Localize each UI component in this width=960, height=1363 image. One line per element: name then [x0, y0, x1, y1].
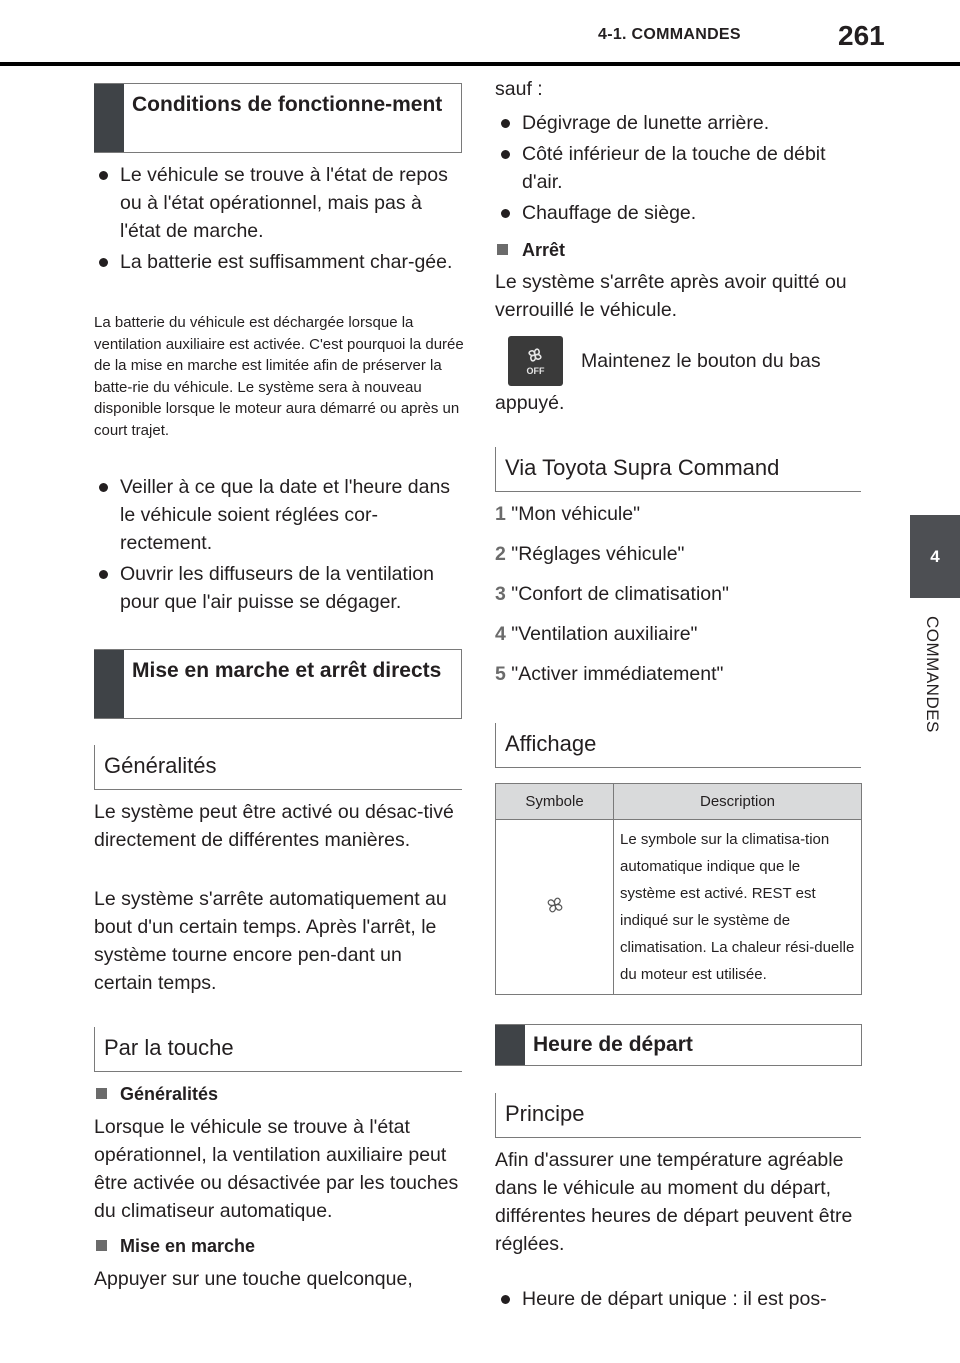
subheading-principe: [495, 1093, 861, 1138]
subheading-affichage: [495, 723, 861, 768]
paragraph: Maintenez le bouton du bas: [581, 350, 821, 372]
subheading-text: Principe: [505, 1101, 585, 1126]
step-text: "Activer immédiatement": [511, 663, 724, 685]
subheading-bar: [94, 1027, 95, 1071]
step-number: 3: [495, 583, 506, 605]
heading-box-conditions: [94, 83, 462, 153]
subheading-bar: [495, 723, 496, 767]
subheading-bar: [495, 1093, 496, 1137]
paragraph: Lorsque le véhicule se trouve à l'état opérationnel, la ventilation auxiliaire peut être activée ou désactivée par les touches du climatiseur automatique.: [94, 1116, 459, 1222]
heading-mise-en-marche: Mise en marche et arrêt directs: [132, 659, 442, 682]
step-number: 2: [495, 543, 506, 565]
square-bullet-icon: [96, 1088, 107, 1099]
paragraph: Le système peut être activé ou désac-tivé directement de différentes manières.: [94, 801, 454, 851]
step-3: [495, 580, 729, 608]
step-text: "Réglages véhicule": [511, 543, 685, 565]
subheading-generalites: [94, 745, 462, 790]
heading-heure-depart: Heure de départ: [533, 1033, 693, 1056]
subheading-bar: [94, 745, 95, 789]
step-number: 1: [495, 503, 506, 525]
fan-icon: [543, 893, 567, 917]
step-1: [495, 500, 640, 528]
heading-bar: [94, 650, 124, 718]
list-item: Veiller à ce que la date et l'heure dans le véhicule soient réglées cor-rectement.: [120, 473, 455, 557]
subheading-text: Généralités: [104, 753, 217, 778]
section-title: 4-1. COMMANDES: [598, 26, 741, 43]
heading-conditions: Conditions de fonctionne-ment: [132, 93, 443, 116]
paragraph: Le système s'arrête automatiquement au bout d'un certain temps. Après l'arrêt, le système tourne encore pen-dant un certain temps.: [94, 888, 447, 994]
symbol-table: [495, 783, 862, 995]
minor-heading: Arrêt: [522, 240, 566, 260]
subheading-text: Affichage: [505, 731, 597, 756]
paragraph: Afin d'assurer une température agréable dans le véhicule au moment du départ, différentes heures de départ peuvent être réglées.: [495, 1149, 853, 1255]
table-row: [496, 820, 862, 995]
button-off-label: OFF: [526, 366, 545, 376]
table-header-row: [496, 784, 862, 820]
heading-bar: [94, 84, 124, 152]
step-number: 5: [495, 663, 506, 685]
step-4: [495, 620, 697, 648]
chapter-tab: 4: [910, 515, 960, 598]
paragraph: sauf :: [495, 78, 543, 100]
step-2: [495, 540, 684, 568]
step-number: 4: [495, 623, 506, 645]
step-text: "Mon véhicule": [511, 503, 641, 525]
subheading-via-supra-command: [495, 447, 861, 492]
step-text: "Confort de climatisation": [511, 583, 729, 605]
chapter-label: COMMANDES: [923, 616, 942, 733]
list-item: Chauffage de siège.: [522, 199, 862, 227]
paragraph: Le système s'arrête après avoir quitté ou verrouillé le véhicule.: [495, 271, 847, 321]
minor-heading: Mise en marche: [120, 1236, 256, 1256]
subheading-text: Via Toyota Supra Command: [505, 455, 780, 480]
fan-icon: [508, 336, 563, 386]
heading-box-heure-depart: [495, 1024, 862, 1066]
subheading-text: Par la touche: [104, 1035, 234, 1060]
subheading-bar: [495, 447, 496, 491]
table-header: Description: [614, 784, 862, 820]
table-cell-description: Le symbole sur la climatisa-tion automatique indique que le système est activé. REST est indiqué sur le système de climatisation. La chaleur rési-duelle du moteur est utilisée.: [614, 820, 862, 995]
battery-note: La batterie du véhicule est déchargée lorsque la ventilation auxiliaire est activée. C'est pourquoi la durée de la mise en marche est limitée afin de préserver la batte-rie du véhicule. Le système sera à nouveau disponible lorsque le moteur aura démarré ou après un court trajet.: [94, 314, 464, 439]
list-item: Dégivrage de lunette arrière.: [522, 109, 862, 137]
paragraph: appuyé.: [495, 392, 565, 414]
heading-box-mise-en-marche: [94, 649, 462, 719]
minor-heading: Généralités: [120, 1084, 219, 1104]
list-item: Le véhicule se trouve à l'état de repos ou à l'état opérationnel, mais pas à l'état de marche.: [120, 161, 455, 245]
list-item: Côté inférieur de la touche de débit d'air.: [522, 140, 852, 196]
step-text: "Ventilation auxiliaire": [511, 623, 698, 645]
table-header: Symbole: [496, 784, 614, 820]
paragraph: Appuyer sur une touche quelconque,: [94, 1268, 413, 1290]
header-rule: [0, 62, 960, 66]
square-bullet-icon: [497, 244, 508, 255]
heading-bar: [495, 1025, 525, 1065]
list-item: La batterie est suffisamment char-gée.: [120, 248, 455, 276]
square-bullet-icon: [96, 1240, 107, 1251]
list-item: Ouvrir les diffuseurs de la ventilation pour que l'air puisse se dégager.: [120, 560, 460, 616]
ventilation-off-button-image: [508, 336, 563, 386]
list-item: Heure de départ unique : il est pos-: [522, 1285, 862, 1313]
table-cell-symbol: [496, 820, 614, 995]
page-number: 261: [838, 20, 885, 51]
step-5: [495, 660, 723, 688]
subheading-par-la-touche: [94, 1027, 462, 1072]
